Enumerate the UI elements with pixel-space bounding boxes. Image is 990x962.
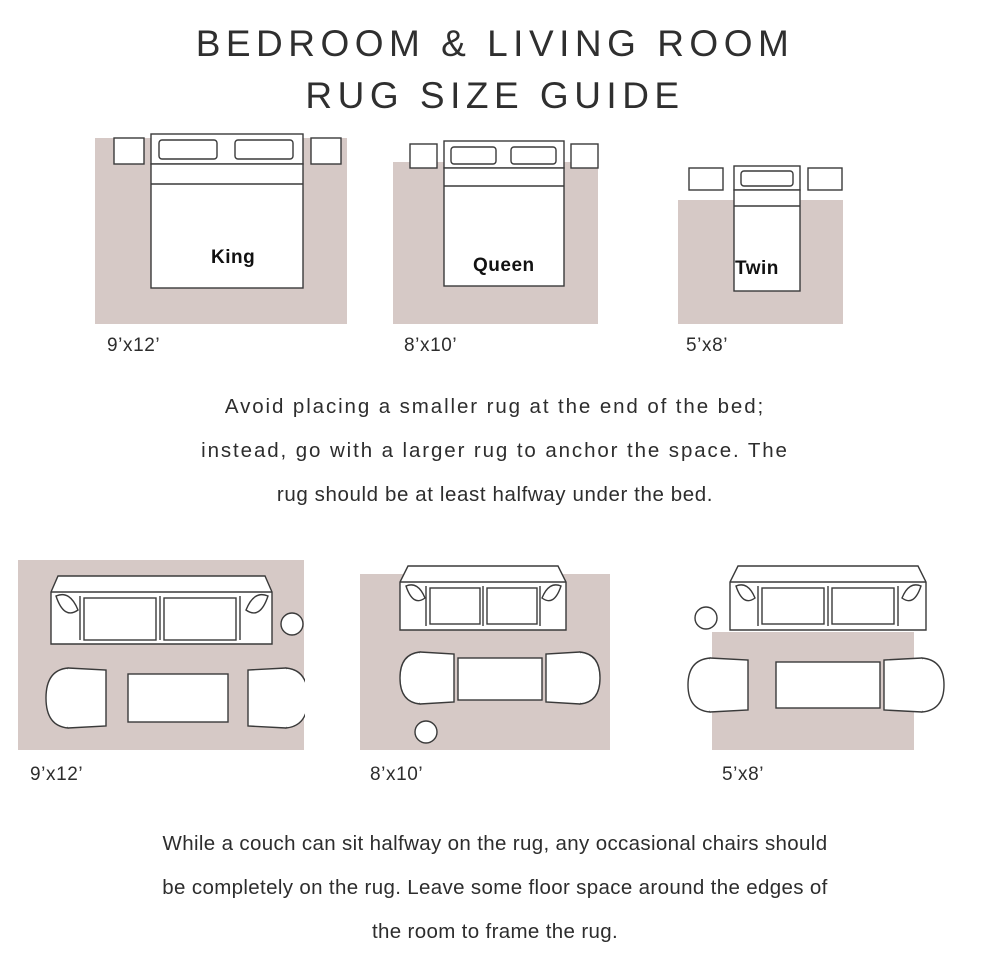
rug-size-queen: 8’x10’ bbox=[404, 335, 458, 356]
rug-size-twin: 5’x8’ bbox=[686, 335, 729, 356]
bedroom-diagram-king bbox=[95, 130, 355, 370]
bedroom-note-line-3: rug should be at least halfway under the bed. bbox=[276, 483, 714, 506]
rug-size-living-9x12: 9’x12’ bbox=[30, 764, 84, 785]
title-line-1: BEDROOM & LIVING ROOM bbox=[195, 23, 795, 64]
living-room-note bbox=[0, 822, 990, 954]
bed-label-king: King bbox=[211, 247, 256, 268]
living-diagram-8x10 bbox=[360, 552, 630, 802]
bedroom-diagram-row bbox=[0, 130, 990, 370]
bedroom-note-line-1: Avoid placing a smaller rug at the end of the bed; bbox=[224, 395, 766, 418]
living-furniture-5x8 bbox=[678, 552, 953, 752]
rug-size-living-5x8: 5’x8’ bbox=[722, 764, 765, 785]
rug-size-living-8x10: 8’x10’ bbox=[370, 764, 424, 785]
bed-label-twin: Twin bbox=[735, 258, 779, 279]
living-furniture-9x12 bbox=[40, 552, 305, 752]
living-room-diagram-row bbox=[0, 552, 990, 802]
living-note-line-1: While a couch can sit halfway on the rug, any occasional chairs should bbox=[162, 832, 828, 855]
living-note-line-2: be completely on the rug. Leave some floor space around the edges of bbox=[162, 876, 828, 899]
bed-label-queen: Queen bbox=[473, 255, 535, 276]
living-note-line-3: the room to frame the rug. bbox=[371, 920, 619, 943]
living-furniture-8x10 bbox=[378, 552, 618, 752]
living-diagram-9x12 bbox=[18, 552, 328, 802]
rug-size-king: 9’x12’ bbox=[107, 335, 161, 356]
title-line-2: RUG SIZE GUIDE bbox=[305, 75, 685, 116]
bedroom-diagram-queen bbox=[393, 130, 618, 370]
living-diagram-5x8 bbox=[660, 552, 960, 802]
page-title bbox=[0, 18, 990, 122]
bedroom-note bbox=[0, 385, 990, 517]
bedroom-note-line-2: instead, go with a larger rug to anchor the space. The bbox=[201, 439, 789, 462]
bedroom-diagram-twin bbox=[678, 130, 878, 370]
